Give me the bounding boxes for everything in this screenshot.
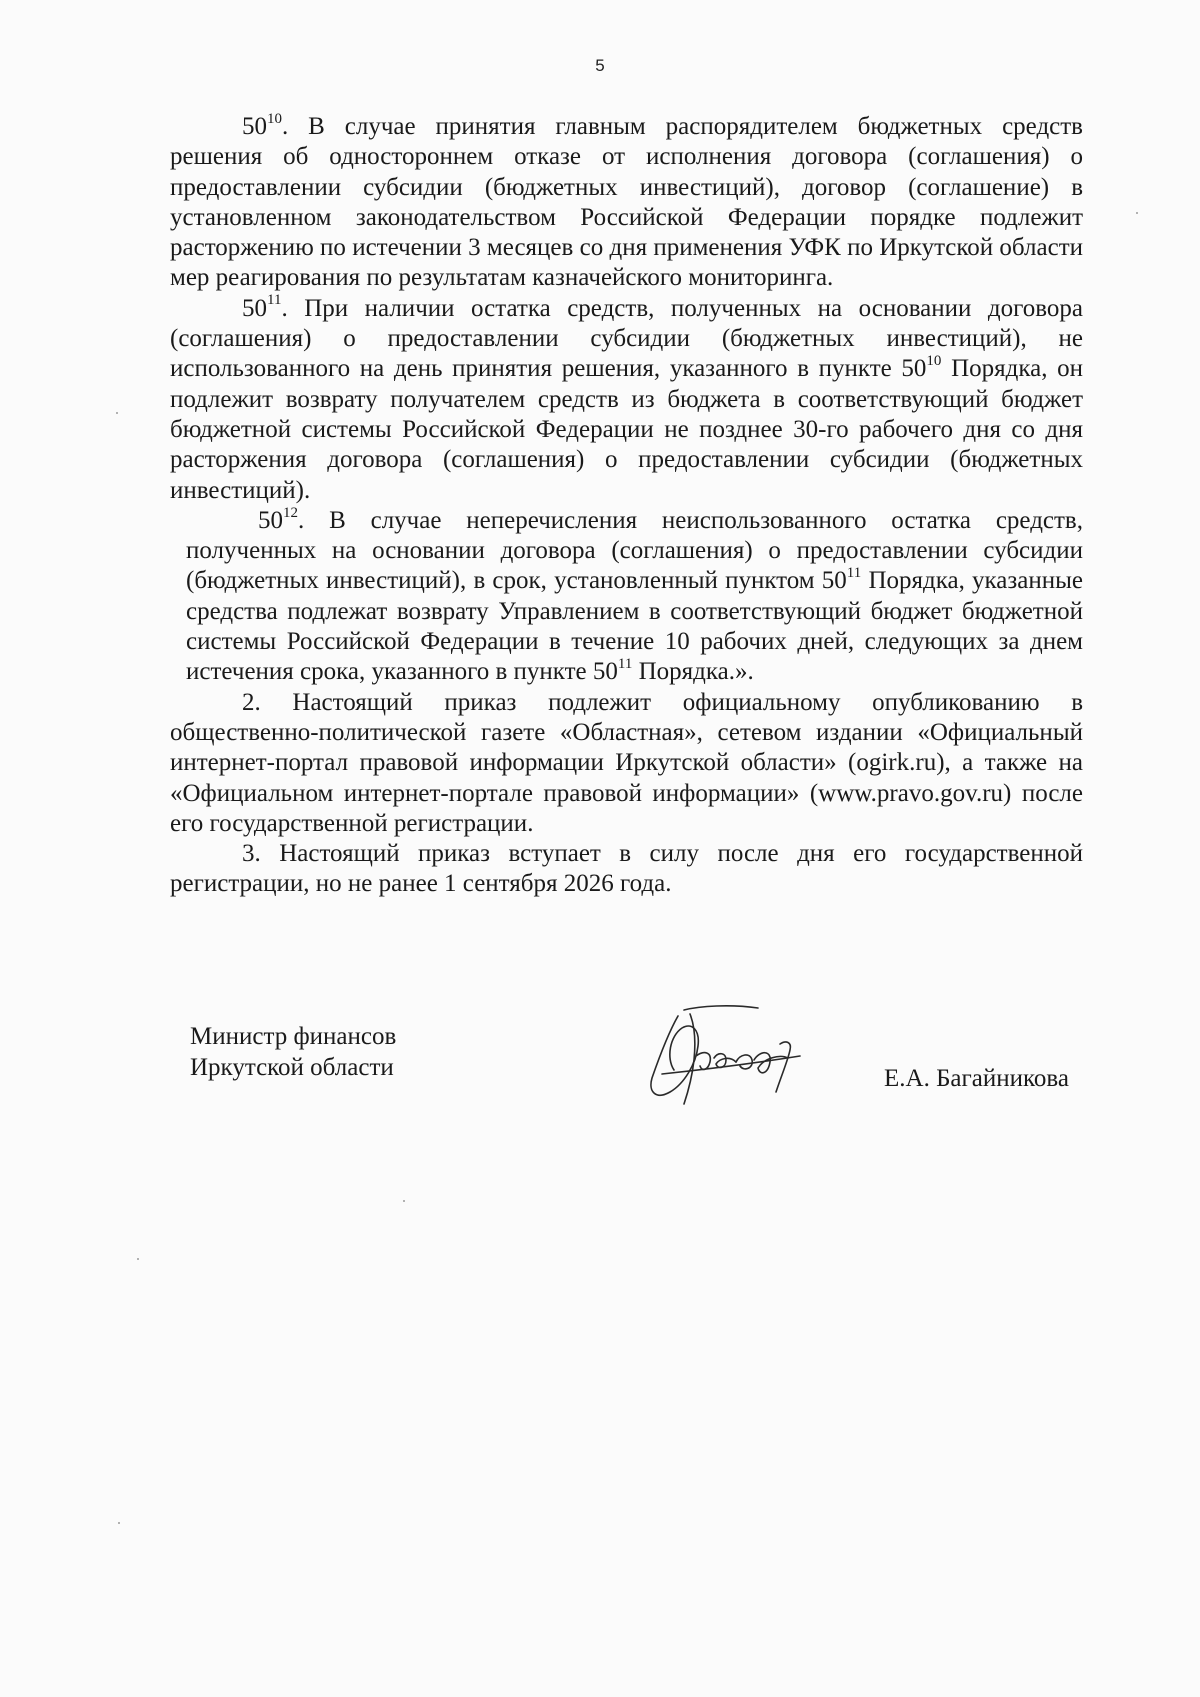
paragraph-text: . В случае неперечисления неиспользованного остатка средств, полученных на основании договора (соглашения) о предоставлении субсидии (бюджетных инвестиций), в срок, установленный пунктом <box>186 506 1083 595</box>
signatory-name: Е.А. Багайникова <box>884 1065 1069 1092</box>
paragraph-text: . В случае принятия главным распорядителем бюджетных средств решения об одностороннем отказе от исполнения договора (соглашения) о предоставлении субсидии (бюджетных инвестиций), договор (соглашение) в установленном законодательством Российской Федерации порядке подлежит расторжению по истечении 3 месяцев со дня применения УФК по Иркутской области мер реагирования по результатам казначейского мониторинга. <box>170 113 1083 292</box>
clause-superscript: 12 <box>283 504 298 521</box>
paragraph-text: 2. Настоящий приказ подлежит официальному опубликованию в общественно-политической газете «Областная», сетевом издании «Официальный интернет-портал правовой информации Иркутской области» (ogirk.ru), а также на «Официальном интернет-портале правовой информации» (www.pravo.gov.ru) после его государственной регистрации. <box>170 688 1083 837</box>
clause-reference-superscript: 11 <box>846 565 862 582</box>
scan-speck <box>118 1522 120 1524</box>
handwritten-signature <box>640 1000 840 1110</box>
page-number: 5 <box>595 56 605 75</box>
paragraph-2-publication <box>170 688 1083 839</box>
scan-speck <box>116 412 118 414</box>
paragraph-text-middle: Порядка, указанные средства подлежат возврату Управлением в соответствующий бюджет бюджетной системы Российской Федерации в течение 10 рабочих дней, следующих за днем истечения срока, указанного в пункте <box>186 567 1084 686</box>
clause-reference-2-superscript: 11 <box>617 656 633 673</box>
clause-reference: 50 <box>901 355 927 383</box>
clause-reference: 50 <box>821 567 847 595</box>
clause-reference-2: 50 <box>592 658 618 686</box>
scan-speck <box>403 1200 405 1202</box>
clause-number: 50 <box>242 113 267 140</box>
paragraph-text-end: Порядка.». <box>632 658 754 686</box>
clause-superscript: 11 <box>267 292 282 309</box>
paragraph-50-10 <box>170 112 1083 294</box>
clause-reference-superscript: 10 <box>926 353 942 370</box>
clause-number: 50 <box>242 294 267 322</box>
scan-speck <box>1136 212 1138 214</box>
signatory-position-line-2: Иркутской области <box>190 1054 394 1081</box>
paragraph-text-continued: Порядка, он подлежит возврату получателем средств из бюджета в соответствующий бюджет бюджетной системы Российской Федерации не позднее 30-го рабочего дня со дня расторжения договора (соглашения) о предоставлении субсидии (бюджетных инвестиций). <box>170 355 1083 504</box>
paragraph-text: . При наличии остатка средств, полученных на основании договора (соглашения) о предоставлении субсидии (бюджетных инвестиций), не использованного на день принятия решения, указанного в пункте <box>170 294 1083 383</box>
scan-speck <box>137 1258 139 1260</box>
clause-superscript: 10 <box>267 110 282 127</box>
paragraph-3-effective-date <box>170 839 1083 900</box>
document-body <box>170 112 1083 900</box>
paragraph-50-12 <box>186 506 1083 688</box>
signatory-position <box>190 1021 396 1083</box>
clause-number: 50 <box>258 506 283 534</box>
signatory-position-line-1: Министр финансов <box>190 1023 397 1050</box>
paragraph-text: 3. Настоящий приказ вступает в силу после дня его государственной регистрации, но не ранее 1 сентября 2026 года. <box>170 840 1083 898</box>
paragraph-50-11 <box>170 294 1083 506</box>
